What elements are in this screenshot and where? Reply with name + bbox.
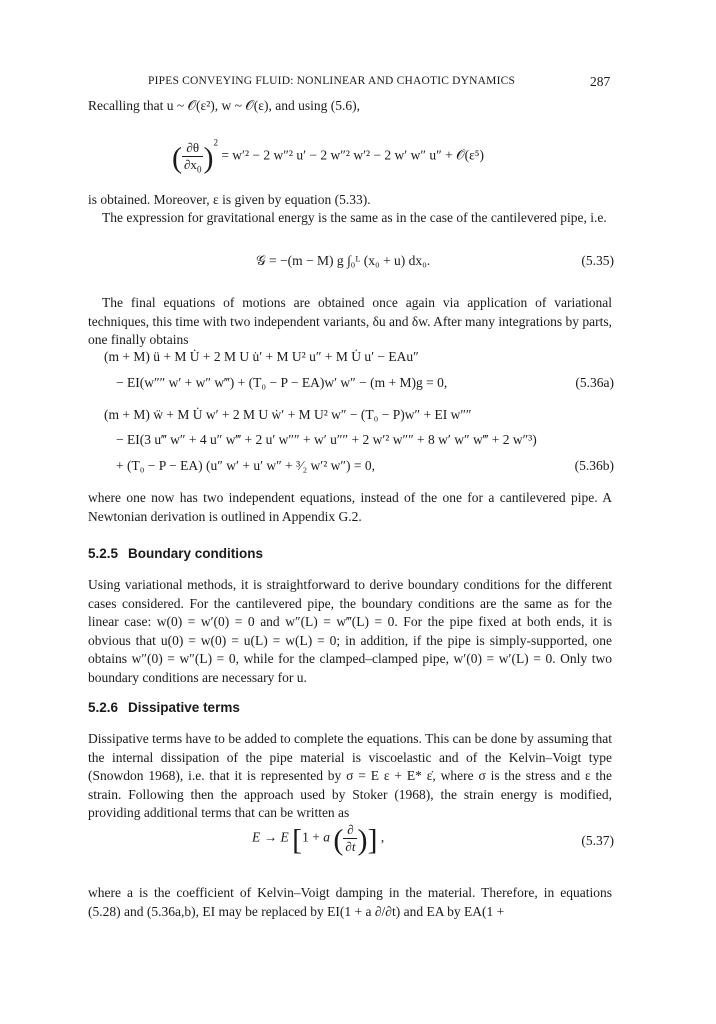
equation-number-5-36b: (5.36b) xyxy=(574,458,614,473)
section-title: Boundary conditions xyxy=(128,546,264,561)
equation-5-36a-line2: − EI(w″″ w′ + w″ w‴) + (T₀ − P − EA)w′ w″ − (m + M)g = 0, xyxy=(116,375,448,390)
section-title: Dissipative terms xyxy=(128,700,240,715)
paragraph-recalling: Recalling that u ~ 𝒪(ε²), w ~ 𝒪(ε), and using (5.6), xyxy=(88,98,360,113)
equation-number-5-37: (5.37) xyxy=(581,833,614,848)
equation-5-36a-line1: (m + M) ü + M U̇ + 2 M U u̇′ + M U² u″ + M U̇ u′ − EAu″ xyxy=(104,349,419,364)
equation-5-36b-line3: + (T₀ − P − EA) (u″ w′ + u′ w″ + ³⁄₂ w′² w″) = 0, xyxy=(116,458,376,473)
paragraph-gravitational: The expression for gravitational energy is the same as in the case of the cantilevered pipe, i.e. xyxy=(102,210,607,225)
section-heading-dissipative-terms xyxy=(88,700,240,715)
equation-number-5-35: (5.35) xyxy=(581,253,614,268)
paragraph-dissipative: Dissipative terms have to be added to complete the equations. This can be done by assuming that the internal dissipation of the pipe material is viscoelastic and of the Kelvin–Voigt type (Snowdon 1968), i.e. that it is represented by σ = E ε + E* ε̇, where σ is the stress and ε the strain. Following then the approach used by Stoker (1968), the strain energy is modified, providing additional terms that can be written as xyxy=(88,731,612,821)
section-number: 5.2.6 xyxy=(88,700,119,715)
page-number: 287 xyxy=(590,74,611,89)
paragraph-boundary-conditions: Using variational methods, it is straightforward to derive boundary conditions for the different cases considered. For the cantilevered pipe, the boundary conditions are the same as for the linear case: w(0) = w′(0) = 0 and w″(L) = w‴(L) = 0. For the pipe fixed at both ends, it is obvious that u(0) = w(0) = u(L) = w(L) = 0; in addition, if the pipe is simply-supported, one obtains w″(0) = w″(L) = 0, while for the clamped–clamped pipe, w′(0) = w′(L) = 0. Only two boundary conditions are necessary for u. xyxy=(88,577,612,685)
section-number: 5.2.5 xyxy=(88,546,119,561)
equation-5-36b-line1: (m + M) ẅ + M U̇ w′ + 2 M U ẇ′ + M U² w″ − (T₀ − P)w″ + EI w″″ xyxy=(104,407,472,422)
paragraph-independent-equations: where one now has two independent equations, instead of the one for a cantilevered pipe. A Newtonian derivation is outlined in Appendix G.2. xyxy=(88,490,612,524)
equation-5-35: 𝒢 = −(m − M) g ∫₀ᴸ (x₀ + u) dx₀. xyxy=(256,253,431,268)
equation-5-37: E → E [1 + a ( $\frac{\partial}{\partial t}$ )] , xyxy=(252,822,385,857)
equation-5-37-lhs: E → E xyxy=(252,829,289,845)
equation-dtheta-rhs: = w′² − 2 w″² u′ − 2 w″² w′² − 2 w′ w″ u″ + 𝒪(ε⁵) xyxy=(221,147,484,163)
paragraph-kelvin-voigt: where a is the coefficient of Kelvin–Voigt damping in the material. Therefore, in equations (5.28) and (5.36a,b), EI may be replaced by EI(1 + a ∂/∂t) and EA by EA(1 + xyxy=(88,885,612,919)
section-heading-boundary-conditions xyxy=(88,546,263,561)
paragraph-obtained: is obtained. Moreover, ε is given by equation (5.33). xyxy=(88,192,371,207)
equation-dtheta: ( $\frac{\partial\theta}{\partial x_0}$ )$^2$ = w′² − 2 w″² u′ − 2 w″² w′² − 2 w′ w″ u″ + 𝒪(ε⁵) xyxy=(172,137,484,175)
paragraph-final-equations: The final equations of motions are obtained once again via application of variational techniques, this time with two independent variants, δu and δw. After many integrations by parts, one finally obtains xyxy=(88,295,612,348)
equation-5-36b-line2: − EI(3 u‴ w″ + 4 u″ w‴ + 2 u′ w″″ + w′ u″″ + 2 w′² w″″ + 8 w′ w″ w‴ + 2 w″³) xyxy=(116,432,537,447)
running-head: PIPES CONVEYING FLUID: NONLINEAR AND CHAOTIC DYNAMICS xyxy=(148,75,516,87)
equation-number-5-36a: (5.36a) xyxy=(575,375,614,390)
